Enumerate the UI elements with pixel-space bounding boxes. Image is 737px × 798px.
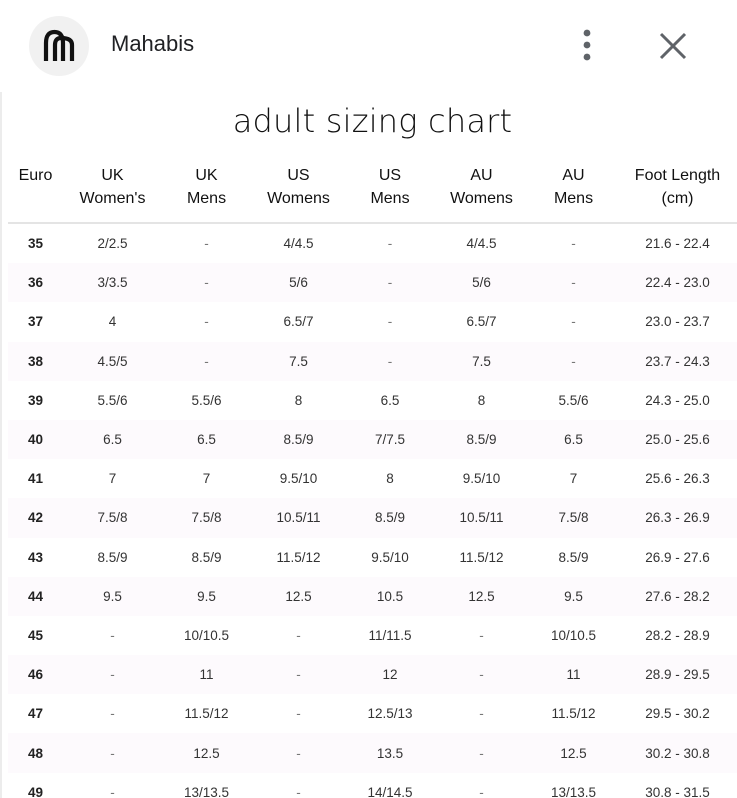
table-row xyxy=(8,420,737,459)
euro-size-cell: 36 xyxy=(8,263,63,302)
size-cell: 8 xyxy=(251,381,346,420)
size-cell: - xyxy=(251,694,346,733)
size-cell: - xyxy=(162,263,251,302)
size-cell: 6.5/7 xyxy=(251,302,346,341)
euro-size-cell: 38 xyxy=(8,342,63,381)
sizing-table xyxy=(8,160,737,798)
euro-size-cell: 43 xyxy=(8,538,63,577)
size-cell: 12.5 xyxy=(162,733,251,772)
size-cell: 11.5/12 xyxy=(434,538,529,577)
column-header-line: Mens xyxy=(186,190,227,207)
size-cell: - xyxy=(251,655,346,694)
size-cell: - xyxy=(251,773,346,798)
table-row xyxy=(8,459,737,498)
size-cell: 2/2.5 xyxy=(63,223,162,263)
column-header-line: AU xyxy=(470,167,493,184)
euro-size-cell: 35 xyxy=(8,223,63,263)
table-row xyxy=(8,498,737,537)
column-header-line: Women's xyxy=(79,190,146,207)
size-cell: - xyxy=(434,733,529,772)
euro-size-cell: 46 xyxy=(8,655,63,694)
size-cell: 28.9 - 29.5 xyxy=(618,655,737,694)
size-cell: 26.3 - 26.9 xyxy=(618,498,737,537)
column-header-line: Mens xyxy=(553,190,594,207)
size-cell: 13/13.5 xyxy=(162,773,251,798)
site-logo xyxy=(29,16,89,76)
column-header-line: Euro xyxy=(18,167,53,184)
euro-size-cell: 44 xyxy=(8,577,63,616)
size-cell: 11.5/12 xyxy=(529,694,618,733)
size-cell: 8.5/9 xyxy=(251,420,346,459)
size-cell: 7 xyxy=(529,459,618,498)
size-cell: 29.5 - 30.2 xyxy=(618,694,737,733)
size-cell: - xyxy=(162,342,251,381)
column-header-line: AU xyxy=(562,167,585,184)
euro-size-cell: 42 xyxy=(8,498,63,537)
column-header xyxy=(434,160,529,223)
table-row xyxy=(8,733,737,772)
size-cell: 12.5/13 xyxy=(346,694,434,733)
table-row xyxy=(8,342,737,381)
size-cell: 7.5/8 xyxy=(162,498,251,537)
column-header-line: Womens xyxy=(450,190,513,207)
size-cell: 7.5 xyxy=(434,342,529,381)
size-cell: 4/4.5 xyxy=(251,223,346,263)
table-row xyxy=(8,381,737,420)
close-icon[interactable] xyxy=(656,29,690,63)
size-cell: 8.5/9 xyxy=(63,538,162,577)
size-cell: 6.5 xyxy=(162,420,251,459)
size-cell: 11 xyxy=(529,655,618,694)
size-cell: 25.6 - 26.3 xyxy=(618,459,737,498)
size-cell: 8.5/9 xyxy=(162,538,251,577)
size-cell: 6.5 xyxy=(346,381,434,420)
size-cell: - xyxy=(434,655,529,694)
table-body xyxy=(8,223,737,798)
size-cell: 11/11.5 xyxy=(346,616,434,655)
column-header-line: UK xyxy=(195,167,218,184)
size-cell: 10.5 xyxy=(346,577,434,616)
size-cell: 8 xyxy=(346,459,434,498)
top-bar xyxy=(0,0,737,92)
size-cell: - xyxy=(529,342,618,381)
euro-size-cell: 40 xyxy=(8,420,63,459)
size-cell: 3/3.5 xyxy=(63,263,162,302)
site-name: Mahabis xyxy=(111,31,195,56)
column-header xyxy=(251,160,346,223)
size-cell: - xyxy=(346,342,434,381)
size-cell: - xyxy=(251,616,346,655)
size-cell: 8.5/9 xyxy=(346,498,434,537)
size-cell: 7 xyxy=(162,459,251,498)
size-cell: 10.5/11 xyxy=(434,498,529,537)
size-cell: 23.7 - 24.3 xyxy=(618,342,737,381)
size-cell: 11.5/12 xyxy=(251,538,346,577)
size-cell: - xyxy=(434,694,529,733)
size-cell: 5.5/6 xyxy=(162,381,251,420)
column-header xyxy=(162,160,251,223)
edge-divider xyxy=(0,92,2,798)
size-cell: 30.2 - 30.8 xyxy=(618,733,737,772)
size-cell: 12 xyxy=(346,655,434,694)
size-cell: 28.2 - 28.9 xyxy=(618,616,737,655)
size-cell: - xyxy=(346,302,434,341)
size-cell: 11 xyxy=(162,655,251,694)
size-cell: 6.5 xyxy=(63,420,162,459)
size-cell: 4.5/5 xyxy=(63,342,162,381)
column-header xyxy=(63,160,162,223)
column-header xyxy=(529,160,618,223)
table-row xyxy=(8,616,737,655)
size-cell: 9.5/10 xyxy=(251,459,346,498)
column-header-line: Womens xyxy=(267,190,330,207)
size-cell: 9.5/10 xyxy=(434,459,529,498)
table-row xyxy=(8,773,737,798)
size-cell: - xyxy=(434,773,529,798)
size-cell: - xyxy=(63,694,162,733)
column-header xyxy=(8,160,63,223)
size-cell: 30.8 - 31.5 xyxy=(618,773,737,798)
size-cell: 8.5/9 xyxy=(434,420,529,459)
size-cell: 7.5 xyxy=(251,342,346,381)
euro-size-cell: 41 xyxy=(8,459,63,498)
euro-size-cell: 37 xyxy=(8,302,63,341)
size-cell: 5.5/6 xyxy=(63,381,162,420)
euro-size-cell: 45 xyxy=(8,616,63,655)
size-cell: - xyxy=(63,773,162,798)
size-cell: - xyxy=(162,302,251,341)
size-cell: 10/10.5 xyxy=(529,616,618,655)
size-cell: 27.6 - 28.2 xyxy=(618,577,737,616)
size-cell: 21.6 - 22.4 xyxy=(618,223,737,263)
table-row xyxy=(8,263,737,302)
size-cell: 13.5 xyxy=(346,733,434,772)
column-header-line: US xyxy=(287,167,310,184)
size-cell: 9.5 xyxy=(162,577,251,616)
size-cell: 22.4 - 23.0 xyxy=(618,263,737,302)
size-cell: 10.5/11 xyxy=(251,498,346,537)
size-cell: - xyxy=(529,223,618,263)
size-cell: - xyxy=(529,263,618,302)
table-row xyxy=(8,223,737,263)
size-cell: - xyxy=(63,655,162,694)
size-cell: 23.0 - 23.7 xyxy=(618,302,737,341)
column-header xyxy=(618,160,737,223)
table-header-row xyxy=(8,160,737,223)
size-cell: 7.5/8 xyxy=(63,498,162,537)
column-header-line: US xyxy=(378,167,402,184)
euro-size-cell: 48 xyxy=(8,733,63,772)
more-vert-icon[interactable] xyxy=(576,28,598,64)
size-cell: - xyxy=(63,616,162,655)
table-row xyxy=(8,655,737,694)
size-cell: 24.3 - 25.0 xyxy=(618,381,737,420)
size-cell: 12.5 xyxy=(251,577,346,616)
column-header-line: Foot Length xyxy=(634,167,721,184)
size-cell: 4 xyxy=(63,302,162,341)
size-cell: 8 xyxy=(434,381,529,420)
size-cell: 14/14.5 xyxy=(346,773,434,798)
size-cell: - xyxy=(63,733,162,772)
column-header-line: Mens xyxy=(370,190,410,207)
size-cell: - xyxy=(251,733,346,772)
column-header xyxy=(346,160,434,223)
size-cell: 5.5/6 xyxy=(529,381,618,420)
size-cell: 25.0 - 25.6 xyxy=(618,420,737,459)
size-cell: 11.5/12 xyxy=(162,694,251,733)
euro-size-cell: 49 xyxy=(8,773,63,798)
size-cell: 5/6 xyxy=(434,263,529,302)
table-row xyxy=(8,694,737,733)
size-cell: - xyxy=(162,223,251,263)
euro-size-cell: 47 xyxy=(8,694,63,733)
size-cell: - xyxy=(529,302,618,341)
size-cell: 7/7.5 xyxy=(346,420,434,459)
size-cell: 9.5 xyxy=(529,577,618,616)
size-cell: 8.5/9 xyxy=(529,538,618,577)
size-cell: 13/13.5 xyxy=(529,773,618,798)
size-cell: 9.5/10 xyxy=(346,538,434,577)
mahabis-logo-icon xyxy=(41,29,77,63)
chart-title: adult sizing chart xyxy=(232,102,513,140)
size-cell: 12.5 xyxy=(529,733,618,772)
table-row xyxy=(8,302,737,341)
size-cell: - xyxy=(346,263,434,302)
size-cell: 4/4.5 xyxy=(434,223,529,263)
size-cell: 7.5/8 xyxy=(529,498,618,537)
size-cell: 26.9 - 27.6 xyxy=(618,538,737,577)
size-cell: 5/6 xyxy=(251,263,346,302)
table-row xyxy=(8,577,737,616)
size-cell: 6.5 xyxy=(529,420,618,459)
column-header-line: UK xyxy=(101,167,124,184)
size-cell: 7 xyxy=(63,459,162,498)
size-cell: 9.5 xyxy=(63,577,162,616)
table-row xyxy=(8,538,737,577)
size-cell: 12.5 xyxy=(434,577,529,616)
size-cell: - xyxy=(434,616,529,655)
size-cell: - xyxy=(346,223,434,263)
column-header-line: (cm) xyxy=(661,190,694,207)
euro-size-cell: 39 xyxy=(8,381,63,420)
size-cell: 10/10.5 xyxy=(162,616,251,655)
size-cell: 6.5/7 xyxy=(434,302,529,341)
page-content xyxy=(0,92,737,798)
